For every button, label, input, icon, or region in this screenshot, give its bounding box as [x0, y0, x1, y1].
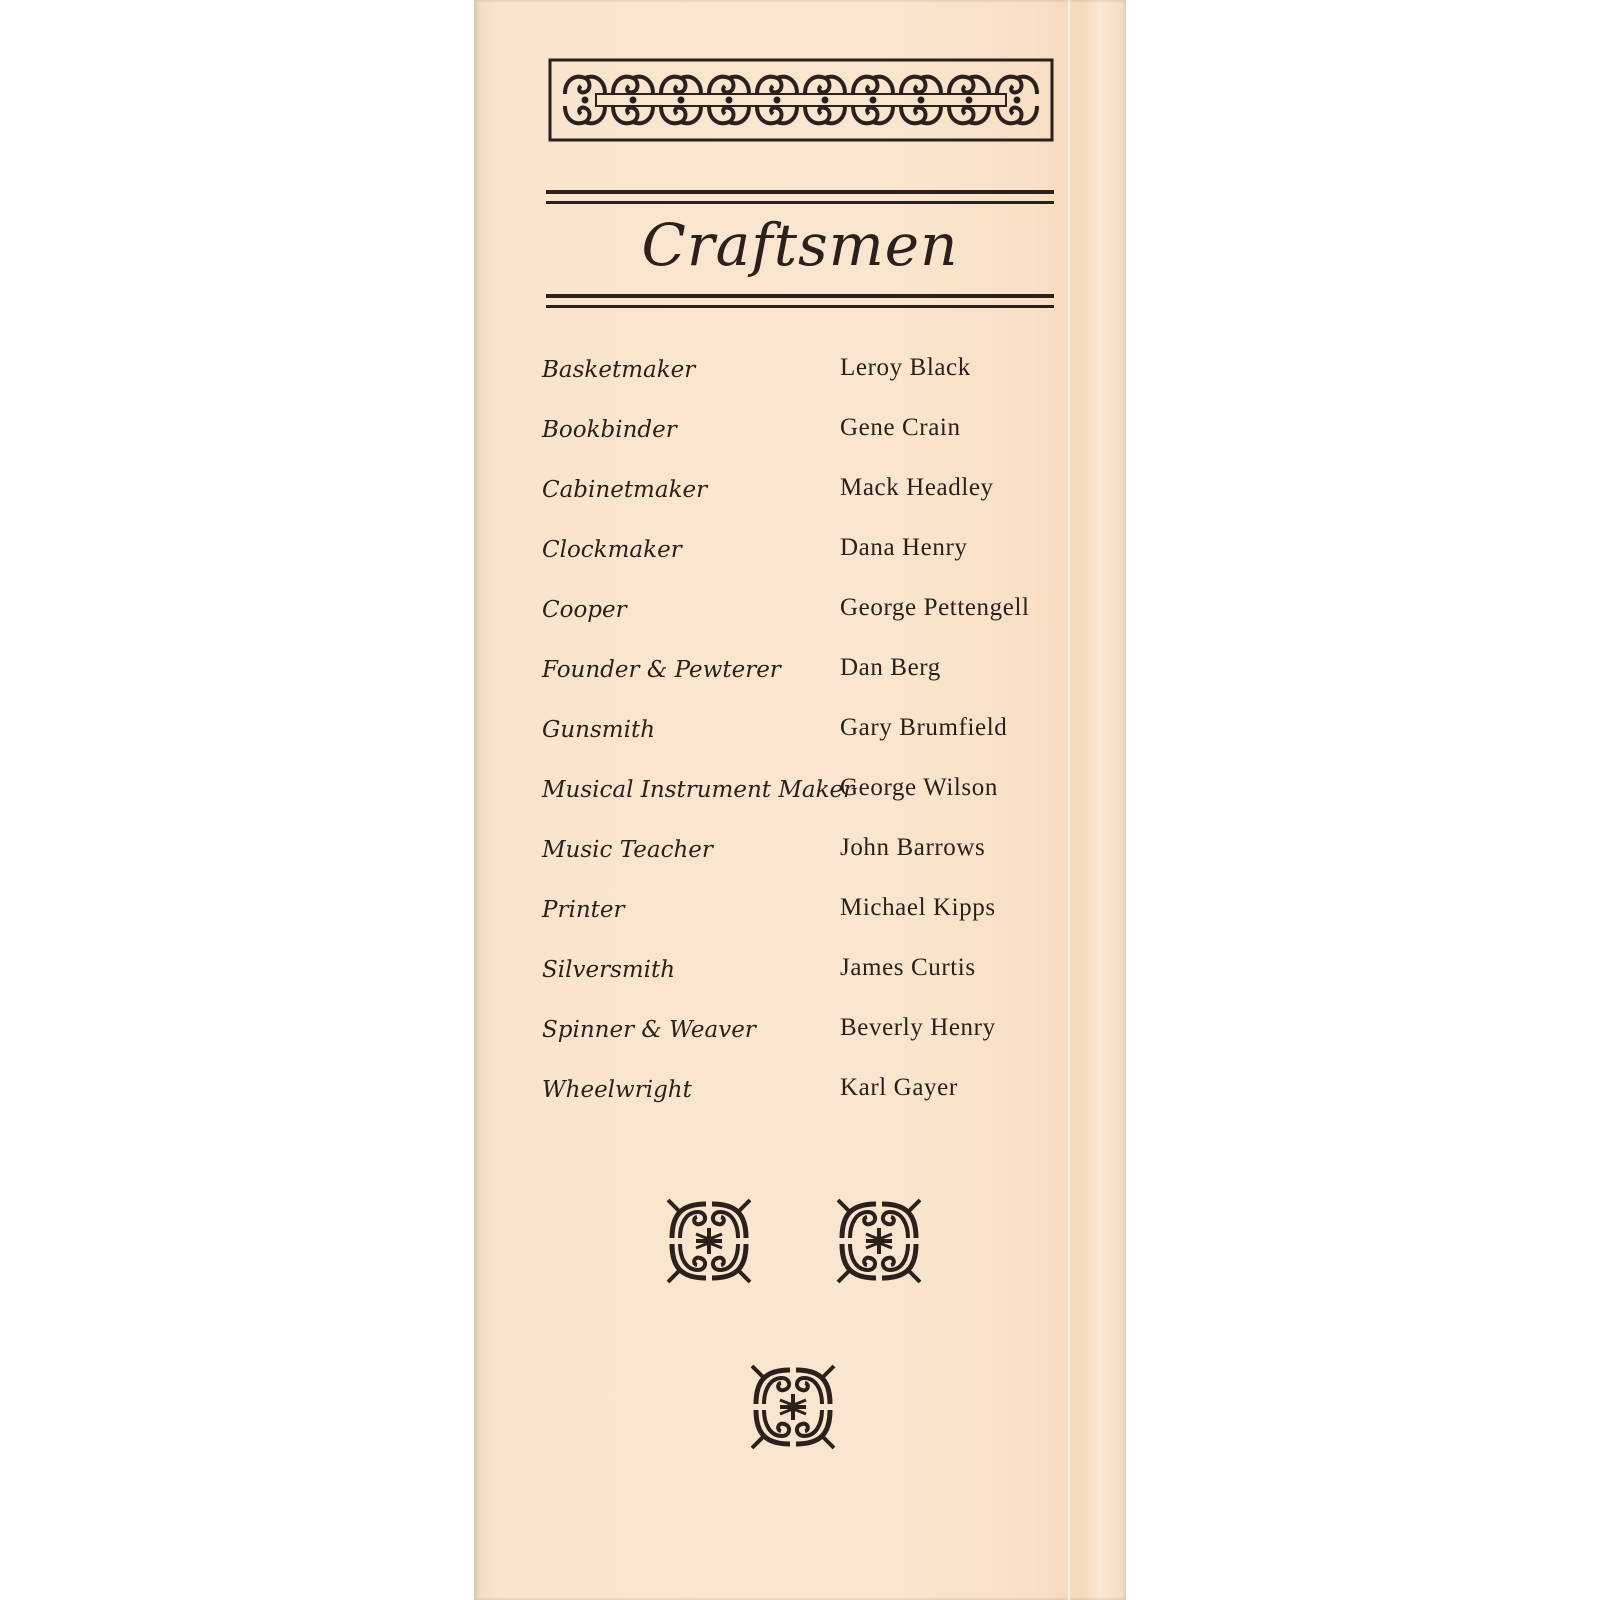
craftsman-name: Gary Brumfield	[840, 714, 1008, 741]
craft-name: Cooper	[542, 597, 627, 623]
craft-name: Music Teacher	[542, 837, 713, 863]
list-item	[542, 894, 1062, 954]
craftsman-name: James Curtis	[840, 954, 976, 981]
list-item	[542, 774, 1062, 834]
scroll-unit-ornament	[853, 77, 893, 123]
list-item	[542, 1074, 1062, 1134]
craftsman-name: Mack Headley	[840, 474, 994, 501]
page-title: Craftsmen	[641, 211, 959, 279]
list-item	[542, 954, 1062, 1014]
scroll-unit-ornament	[997, 77, 1037, 123]
scroll-unit-ornament	[661, 77, 701, 123]
scrollwork-band-ornament	[548, 58, 1054, 142]
craftsman-name: John Barrows	[840, 834, 986, 861]
paper-fold-line	[1068, 0, 1070, 1600]
craft-name: Spinner & Weaver	[542, 1017, 756, 1043]
list-item	[542, 594, 1062, 654]
craftsman-name: Beverly Henry	[840, 1014, 996, 1041]
craftsman-name: Karl Gayer	[840, 1074, 958, 1101]
scroll-tile-ornament	[836, 1198, 922, 1284]
scroll-unit-ornament	[805, 77, 845, 123]
scroll-unit-ornament	[901, 77, 941, 123]
list-item	[542, 834, 1062, 894]
scroll-tile-ornament	[666, 1198, 752, 1284]
list-item	[542, 534, 1062, 594]
craft-name: Clockmaker	[542, 537, 682, 563]
craftsman-name: George Wilson	[840, 774, 998, 801]
title-rule-top	[546, 190, 1054, 204]
scroll-tile-ornament	[750, 1364, 836, 1450]
craft-name: Silversmith	[542, 957, 676, 983]
list-item	[542, 654, 1062, 714]
scroll-unit-ornament	[709, 77, 749, 123]
craft-name: Wheelwright	[542, 1077, 692, 1103]
scroll-unit-ornament	[949, 77, 989, 123]
program-page	[474, 0, 1126, 1600]
craft-name: Cabinetmaker	[542, 477, 708, 503]
craftsman-name: George Pettengell	[840, 594, 1030, 621]
craftsman-name: Gene Crain	[840, 414, 961, 441]
craft-name: Musical Instrument Maker	[542, 777, 855, 803]
craft-name: Bookbinder	[542, 417, 677, 443]
craft-name: Founder & Pewterer	[542, 657, 781, 683]
list-item	[542, 714, 1062, 774]
list-item	[542, 414, 1062, 474]
craft-name: Basketmaker	[542, 357, 696, 383]
list-item	[542, 354, 1062, 414]
craft-name: Printer	[542, 897, 625, 923]
craft-name: Gunsmith	[542, 717, 656, 743]
list-item	[542, 474, 1062, 534]
craftsman-name: Michael Kipps	[840, 894, 996, 921]
scroll-unit-ornament	[757, 77, 797, 123]
craftsman-name: Leroy Black	[840, 354, 971, 381]
scroll-unit-ornament	[565, 77, 605, 123]
title-rule-bottom	[546, 294, 1054, 308]
scroll-unit-ornament	[613, 77, 653, 123]
craftsman-name: Dana Henry	[840, 534, 968, 561]
craftsman-name: Dan Berg	[840, 654, 941, 681]
craftsmen-list	[542, 354, 1062, 1134]
list-item	[542, 1014, 1062, 1074]
